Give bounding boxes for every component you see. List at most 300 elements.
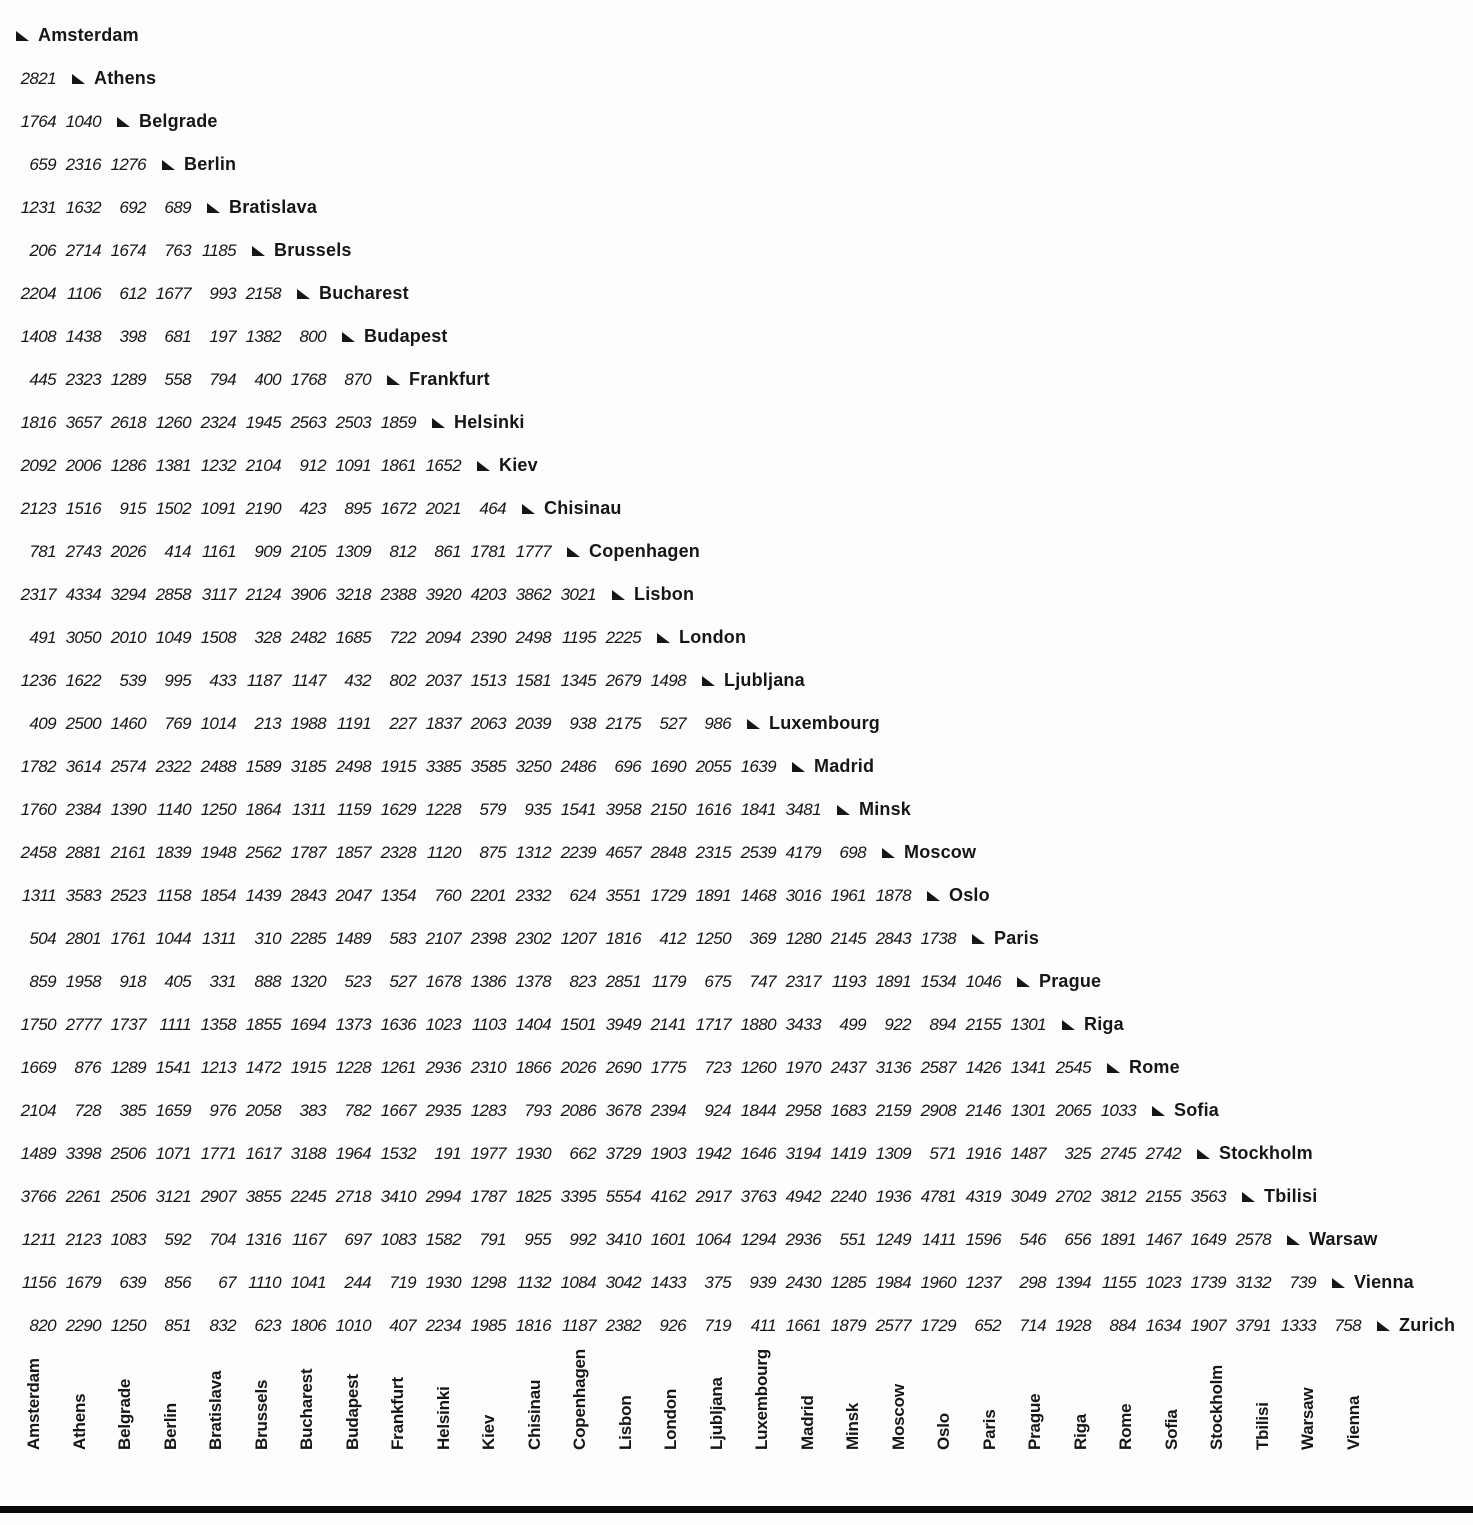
distance-cell: 1311 (21, 885, 56, 905)
city-label (791, 756, 874, 777)
distance-cell: 2958 (785, 1100, 821, 1120)
distance-cell: 1091 (335, 455, 371, 475)
distance-cell: 1091 (200, 498, 236, 518)
triangle-marker-icon (1061, 1018, 1076, 1032)
city-name: Moscow (904, 842, 977, 862)
triangle-marker-icon (1151, 1104, 1166, 1118)
distance-cell: 656 (1064, 1229, 1091, 1249)
matrix-row (11, 100, 1455, 143)
matrix-row (11, 745, 1455, 788)
triangle-marker-icon (476, 459, 491, 473)
distance-cell: 924 (704, 1100, 731, 1120)
distance-cell: 2843 (290, 885, 326, 905)
distance-cell: 2065 (1055, 1100, 1091, 1120)
city-label (431, 412, 525, 433)
distance-cell: 3016 (785, 885, 821, 905)
distance-cell: 3563 (1190, 1186, 1226, 1206)
footer-column-label: Kiev (479, 1414, 498, 1450)
distance-cell: 1581 (515, 670, 551, 690)
distance-cell: 1390 (110, 799, 146, 819)
distance-cell: 995 (164, 670, 191, 690)
matrix-row (11, 444, 1455, 487)
matrix-row (11, 1046, 1455, 1089)
footer-column-label: Copenhagen (570, 1349, 589, 1450)
distance-cell: 1857 (335, 842, 371, 862)
triangle-marker-icon (1376, 1319, 1391, 1333)
distance-cell: 2190 (245, 498, 281, 518)
distance-cell: 3481 (785, 799, 821, 819)
distance-cell: 2382 (605, 1315, 641, 1335)
distance-cell: 1928 (1055, 1315, 1091, 1335)
distance-cell: 1915 (290, 1057, 326, 1077)
distance-cell: 1207 (560, 928, 596, 948)
footer-column-label: Berlin (160, 1403, 180, 1450)
distance-cell: 2107 (425, 928, 461, 948)
distance-cell: 2105 (290, 541, 326, 561)
footer-column-label: Vienna (1343, 1395, 1363, 1450)
distance-cell: 760 (434, 885, 461, 905)
distance-cell: 793 (524, 1100, 551, 1120)
city-label (296, 283, 409, 304)
distance-cell: 2907 (200, 1186, 236, 1206)
distance-cell: 794 (209, 369, 236, 389)
distance-cell: 1010 (335, 1315, 371, 1335)
distance-cell: 2545 (1055, 1057, 1091, 1077)
distance-cell: 1679 (65, 1272, 101, 1292)
distance-cell: 3250 (515, 756, 551, 776)
distance-cell: 1891 (695, 885, 731, 905)
distance-cell: 2155 (965, 1014, 1001, 1034)
triangle-marker-icon (386, 373, 401, 387)
distance-cell: 1333 (1280, 1315, 1316, 1335)
distance-cell: 1837 (425, 713, 461, 733)
distance-cell: 1276 (110, 154, 146, 174)
distance-cell: 1132 (516, 1272, 551, 1292)
distance-cell: 2503 (335, 412, 371, 432)
distance-cell: 623 (254, 1315, 281, 1335)
triangle-marker-icon (746, 717, 761, 731)
footer-column-label: Bratislava (206, 1370, 225, 1450)
triangle-marker-icon (1286, 1233, 1301, 1247)
distance-cell: 433 (209, 670, 236, 690)
distance-cell: 1816 (605, 928, 641, 948)
distance-cell: 1864 (245, 799, 281, 819)
distance-cell: 1501 (560, 1014, 596, 1034)
distance-cell: 539 (119, 670, 146, 690)
city-label (386, 369, 490, 390)
distance-cell: 704 (209, 1229, 236, 1249)
distance-cell: 1489 (20, 1143, 56, 1163)
distance-cell: 2145 (830, 928, 866, 948)
distance-cell: 1250 (110, 1315, 146, 1335)
distance-cell: 2058 (245, 1100, 281, 1120)
footer-column-label: Ljubljana (706, 1377, 726, 1450)
distance-cell: 4203 (470, 584, 506, 604)
distance-cell: 1678 (425, 971, 461, 991)
distance-cell: 2563 (290, 412, 326, 432)
distance-cell: 383 (299, 1100, 326, 1120)
distance-cell: 3117 (201, 584, 236, 604)
city-label (746, 713, 880, 734)
distance-cell: 851 (164, 1315, 191, 1335)
distance-cell: 698 (839, 842, 866, 862)
city-name: Stockholm (1219, 1143, 1313, 1163)
distance-cell: 1636 (380, 1014, 416, 1034)
distance-cell: 1023 (425, 1014, 461, 1034)
distance-cell: 781 (29, 541, 56, 561)
distance-cell: 2851 (605, 971, 641, 991)
distance-cell: 4179 (785, 842, 821, 862)
city-label (476, 455, 538, 476)
distance-cell: 3395 (560, 1186, 596, 1206)
distance-cell: 2690 (605, 1057, 641, 1077)
distance-cell: 1677 (155, 283, 191, 303)
city-name: Prague (1039, 971, 1102, 991)
distance-cell: 2104 (20, 1100, 56, 1120)
city-label (971, 928, 1039, 949)
distance-cell: 2037 (425, 670, 461, 690)
distance-cell: 723 (704, 1057, 731, 1077)
footer-column-label: Helsinki (433, 1386, 453, 1450)
distance-cell: 1294 (740, 1229, 776, 1249)
footer-column-label: Prague (1025, 1393, 1044, 1450)
city-label (1286, 1229, 1378, 1250)
distance-cell: 1859 (380, 412, 416, 432)
matrix-row (11, 1304, 1455, 1347)
matrix-row (11, 401, 1455, 444)
distance-cell: 2498 (515, 627, 551, 647)
distance-cell: 4162 (650, 1186, 686, 1206)
distance-cell: 1311 (291, 799, 326, 819)
distance-cell: 2063 (470, 713, 506, 733)
distance-cell: 1964 (335, 1143, 371, 1163)
distance-cell: 2936 (425, 1057, 461, 1077)
distance-cell: 2204 (20, 283, 56, 303)
distance-cell: 2848 (650, 842, 686, 862)
distance-cell: 1161 (201, 541, 236, 561)
footer-column-label: Brussels (251, 1379, 271, 1450)
distance-cell: 3855 (245, 1186, 281, 1206)
distance-cell: 2679 (605, 670, 641, 690)
distance-cell: 2618 (110, 412, 146, 432)
distance-cell: 1690 (650, 756, 686, 776)
distance-cell: 1948 (200, 842, 236, 862)
distance-cell: 2482 (290, 627, 326, 647)
distance-cell: 1236 (20, 670, 56, 690)
distance-cell: 2858 (155, 584, 191, 604)
city-name: Berlin (184, 154, 237, 174)
distance-cell: 2317 (785, 971, 821, 991)
city-name: Bratislava (229, 197, 318, 217)
distance-cell: 1023 (1145, 1272, 1181, 1292)
distance-cell: 1907 (1190, 1315, 1226, 1335)
city-label (341, 326, 448, 347)
triangle-marker-icon (71, 72, 86, 86)
distance-cell: 1534 (920, 971, 956, 991)
footer-column-label: Amsterdam (24, 1358, 43, 1450)
city-label (656, 627, 746, 648)
distance-cell: 1040 (65, 111, 101, 131)
distance-cell: 1970 (785, 1057, 821, 1077)
distance-cell: 861 (434, 541, 461, 561)
distance-cell: 2123 (20, 498, 56, 518)
distance-cell: 832 (209, 1315, 236, 1335)
distance-cell: 2328 (380, 842, 416, 862)
distance-cell: 412 (659, 928, 686, 948)
distance-cell: 1960 (920, 1272, 956, 1292)
distance-cell: 2322 (155, 756, 191, 776)
distance-cell: 2302 (515, 928, 551, 948)
footer-column-label: Budapest (342, 1374, 362, 1450)
distance-cell: 227 (389, 713, 416, 733)
distance-cell: 888 (254, 971, 281, 991)
distance-cell: 1193 (831, 971, 866, 991)
distance-cell: 1961 (830, 885, 866, 905)
distance-cell: 2577 (875, 1315, 911, 1335)
distance-cell: 612 (119, 283, 146, 303)
distance-cell: 714 (1019, 1315, 1046, 1335)
distance-cell: 939 (749, 1272, 776, 1292)
triangle-marker-icon (521, 502, 536, 516)
distance-cell: 3791 (1235, 1315, 1271, 1335)
distance-cell: 375 (704, 1272, 731, 1292)
distance-cell: 1977 (470, 1143, 506, 1163)
distance-cell: 2104 (245, 455, 281, 475)
distance-cell: 2225 (605, 627, 641, 647)
distance-cell: 1674 (110, 240, 146, 260)
triangle-marker-icon (701, 674, 716, 688)
distance-cell: 1854 (200, 885, 236, 905)
distance-cell: 1071 (155, 1143, 191, 1163)
distance-cell: 3763 (740, 1186, 776, 1206)
distance-cell: 2935 (425, 1100, 461, 1120)
triangle-marker-icon (296, 287, 311, 301)
distance-cell: 758 (1334, 1315, 1361, 1335)
distance-cell: 197 (209, 326, 236, 346)
distance-cell: 681 (164, 326, 191, 346)
distance-cell: 2323 (65, 369, 101, 389)
distance-cell: 328 (254, 627, 281, 647)
distance-cell: 1768 (290, 369, 326, 389)
matrix-row (11, 272, 1455, 315)
distance-cell: 2124 (245, 584, 281, 604)
city-name: Belgrade (139, 111, 218, 131)
distance-cell: 986 (704, 713, 731, 733)
distance-cell: 1839 (155, 842, 191, 862)
city-name: Luxembourg (769, 713, 881, 733)
distance-cell: 2026 (560, 1057, 596, 1077)
distance-cell: 244 (344, 1272, 371, 1292)
distance-cell: 432 (344, 670, 371, 690)
city-name: Rome (1129, 1057, 1180, 1077)
distance-cell: 2240 (830, 1186, 866, 1206)
footer-column-label: Bucharest (297, 1368, 316, 1450)
distance-cell: 915 (119, 498, 146, 518)
distance-cell: 1408 (20, 326, 56, 346)
matrix-row (11, 1089, 1455, 1132)
distance-cell: 2332 (515, 885, 551, 905)
distance-cell: 1936 (875, 1186, 911, 1206)
distance-cell: 3049 (1010, 1186, 1046, 1206)
distance-cell: 4334 (65, 584, 101, 604)
distance-cell: 696 (614, 756, 641, 776)
distance-cell: 1781 (470, 541, 506, 561)
distance-cell: 2390 (470, 627, 506, 647)
city-name: Madrid (814, 756, 875, 776)
matrix-row (11, 14, 1455, 57)
city-name: Bucharest (319, 283, 409, 303)
distance-cell: 2702 (1055, 1186, 1091, 1206)
distance-cell: 1661 (785, 1315, 821, 1335)
distance-cell: 2881 (65, 842, 101, 862)
distance-cell: 4319 (965, 1186, 1001, 1206)
distance-cell: 1634 (1145, 1315, 1181, 1335)
distance-cell: 1541 (155, 1057, 191, 1077)
distance-cell: 1472 (245, 1057, 281, 1077)
distance-cell: 1433 (650, 1272, 686, 1292)
distance-cell: 3614 (65, 756, 101, 776)
distance-cell: 3410 (605, 1229, 641, 1249)
distance-cell: 782 (344, 1100, 371, 1120)
distance-cell: 3194 (785, 1143, 821, 1163)
distance-matrix (0, 14, 1455, 1347)
distance-cell: 464 (479, 498, 506, 518)
distance-cell: 2092 (20, 455, 56, 475)
city-name: Frankfurt (409, 369, 490, 389)
distance-cell: 884 (1109, 1315, 1136, 1335)
city-name: Oslo (949, 885, 990, 905)
distance-cell: 527 (389, 971, 416, 991)
distance-cell: 909 (254, 541, 281, 561)
distance-cell: 1878 (875, 885, 911, 905)
city-name: Budapest (364, 326, 448, 346)
distance-cell: 1187 (246, 670, 281, 690)
distance-cell: 747 (749, 971, 776, 991)
distance-cell: 739 (1289, 1272, 1316, 1292)
city-label (161, 154, 236, 175)
distance-cell: 1185 (201, 240, 236, 260)
city-label (926, 885, 990, 906)
distance-cell: 639 (119, 1272, 146, 1292)
distance-cell: 2150 (650, 799, 686, 819)
matrix-row (11, 1132, 1455, 1175)
distance-cell: 3433 (785, 1014, 821, 1034)
distance-cell: 1672 (380, 498, 416, 518)
distance-cell: 689 (164, 197, 191, 217)
distance-cell: 1280 (785, 928, 821, 948)
distance-cell: 1237 (965, 1272, 1001, 1292)
distance-cell: 1103 (471, 1014, 506, 1034)
distance-cell: 1669 (20, 1057, 56, 1077)
distance-cell: 3050 (65, 627, 101, 647)
triangle-marker-icon (116, 115, 131, 129)
matrix-row (11, 530, 1455, 573)
distance-cell: 398 (119, 326, 146, 346)
distance-cell: 662 (569, 1143, 596, 1163)
distance-cell: 2316 (65, 154, 101, 174)
footer-column-label: Sofia (1161, 1409, 1181, 1450)
distance-cell: 2388 (380, 584, 416, 604)
distance-cell: 1841 (740, 799, 776, 819)
distance-cell: 1041 (290, 1272, 326, 1292)
distance-cell: 2506 (110, 1186, 146, 1206)
distance-cell: 1083 (380, 1229, 416, 1249)
distance-cell: 2574 (110, 756, 146, 776)
distance-cell: 1903 (650, 1143, 686, 1163)
distance-cell: 1771 (200, 1143, 236, 1163)
distance-cell: 2936 (785, 1229, 821, 1249)
city-label (1196, 1143, 1313, 1164)
distance-cell: 1341 (1010, 1057, 1046, 1077)
distance-cell: 1250 (695, 928, 731, 948)
distance-cell: 385 (119, 1100, 146, 1120)
distance-cell: 912 (299, 455, 326, 475)
city-label (1061, 1014, 1124, 1035)
footer-column-label: Luxembourg (752, 1349, 771, 1450)
footer-column-label: Madrid (797, 1395, 817, 1450)
distance-cell: 1358 (200, 1014, 236, 1034)
distance-cell: 812 (389, 541, 416, 561)
distance-cell: 3551 (605, 885, 641, 905)
distance-cell: 1468 (740, 885, 776, 905)
distance-cell: 3410 (380, 1186, 416, 1206)
distance-cell: 1438 (65, 326, 101, 346)
distance-cell: 659 (29, 154, 56, 174)
distance-cell: 1439 (245, 885, 281, 905)
city-name: Zurich (1399, 1315, 1456, 1335)
distance-cell: 400 (254, 369, 281, 389)
city-name: Ljubljana (724, 670, 805, 690)
distance-cell: 3042 (605, 1272, 641, 1292)
matrix-row (11, 143, 1455, 186)
distance-cell: 2055 (695, 756, 731, 776)
distance-cell: 2994 (425, 1186, 461, 1206)
distance-cell: 976 (209, 1100, 236, 1120)
distance-cell: 2317 (20, 584, 56, 604)
distance-cell: 2437 (830, 1057, 866, 1077)
distance-cell: 1738 (920, 928, 956, 948)
distance-cell: 1213 (200, 1057, 236, 1077)
distance-cell: 1617 (245, 1143, 281, 1163)
matrix-row (11, 659, 1455, 702)
footer-column-label: Stockholm (1207, 1364, 1226, 1450)
matrix-row (11, 573, 1455, 616)
distance-cell: 504 (29, 928, 56, 948)
distance-cell: 1426 (965, 1057, 1001, 1077)
distance-cell: 1866 (515, 1057, 551, 1077)
matrix-row (11, 1003, 1455, 1046)
distance-cell: 1110 (248, 1272, 281, 1292)
city-label (566, 541, 700, 562)
distance-cell: 2234 (425, 1315, 461, 1335)
distance-cell: 3121 (155, 1186, 191, 1206)
distance-cell: 1260 (740, 1057, 776, 1077)
distance-cell: 1320 (290, 971, 326, 991)
matrix-row (11, 702, 1455, 745)
matrix-row (11, 57, 1455, 100)
city-label (1241, 1186, 1317, 1207)
matrix-row (11, 831, 1455, 874)
distance-cell: 1652 (425, 455, 461, 475)
distance-cell: 1249 (875, 1229, 911, 1249)
distance-cell: 1289 (110, 1057, 146, 1077)
city-name: Helsinki (454, 412, 525, 432)
distance-cell: 2714 (65, 240, 101, 260)
distance-cell: 895 (344, 498, 371, 518)
city-label (71, 68, 156, 89)
distance-cell: 423 (299, 498, 326, 518)
distance-cell: 2843 (875, 928, 911, 948)
